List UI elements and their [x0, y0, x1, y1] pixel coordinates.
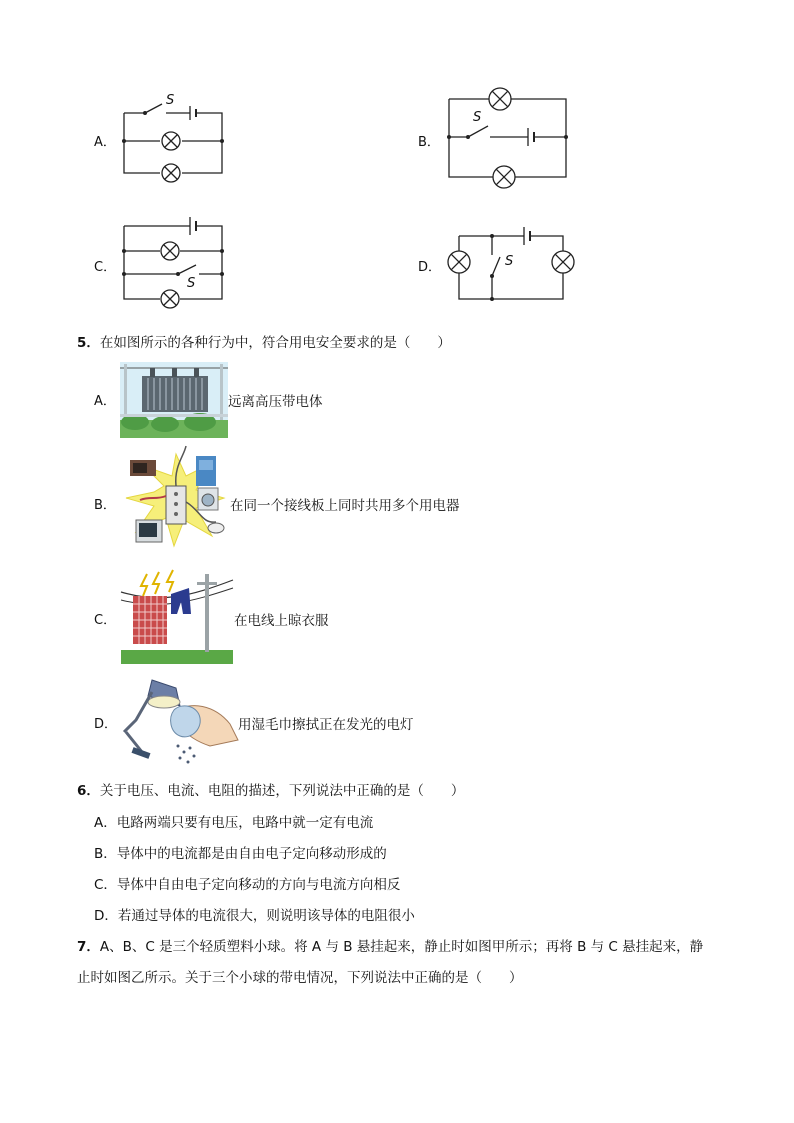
question-5-stem: 在如图所示的各种行为中，符合用电安全要求的是（ ） — [99, 335, 451, 351]
question-6-stem: 关于电压、电流、电阻的描述，下列说法中正确的是（ ） — [99, 783, 465, 799]
q5-option-c-label: C． — [94, 613, 117, 628]
clothes-on-power-line-picture — [121, 570, 233, 664]
question-7-line-2: 止时如图乙所示。关于三个小球的带电情况，下列说法中正确的是（ ） — [77, 970, 523, 986]
q5-option-b-label: B． — [94, 498, 116, 513]
q6-option-b: B．导体中的电流都是由自由电子定向移动形成的 — [94, 846, 387, 862]
question-7-line-1 — [77, 935, 703, 955]
q6-option-c: C．导体中自由电子定向移动的方向与电流方向相反 — [94, 877, 401, 893]
circuit-c-switch-label: S — [187, 276, 196, 291]
overloaded-power-strip-picture — [124, 446, 230, 550]
question-5-number: 5． — [77, 335, 100, 351]
wet-towel-lamp-picture — [118, 676, 238, 770]
question-6 — [77, 779, 464, 799]
circuit-d-switch-label: S — [505, 254, 514, 269]
question-6-number: 6． — [77, 783, 100, 799]
q6-option-a: A．电路两端只要有电压，电路中就一定有电流 — [94, 815, 374, 831]
circuit-a-label: A． — [94, 135, 116, 150]
q5-option-c-text: 在电线上晾衣服 — [234, 613, 329, 629]
circuit-a-switch-label: S — [166, 93, 175, 108]
q5-option-d-label: D． — [94, 717, 118, 732]
q5-option-a-label: A． — [94, 394, 116, 409]
question-7-text-1: A、B、C 是三个轻质塑料小球。将 A 与 B 悬挂起来，静止时如图甲所示；再将 B 与 C 悬挂起来，静 — [99, 939, 704, 955]
circuit-b-label: B． — [418, 135, 440, 150]
question-5 — [77, 331, 451, 351]
q5-option-a-text: 远离高压带电体 — [228, 394, 323, 410]
q5-option-b-text: 在同一个接线板上同时共用多个用电器 — [230, 498, 460, 514]
q5-option-d-text: 用湿毛巾擦拭正在发光的电灯 — [238, 717, 414, 733]
circuit-c-label: C． — [94, 260, 117, 275]
circuit-d-label: D． — [418, 260, 442, 275]
question-7-number: 7． — [77, 939, 100, 955]
circuit-b-switch-label: S — [473, 110, 482, 125]
high-voltage-transformer-picture — [120, 362, 228, 438]
q6-option-d: D．若通过导体的电流很大，则说明该导体的电阻很小 — [94, 908, 415, 924]
